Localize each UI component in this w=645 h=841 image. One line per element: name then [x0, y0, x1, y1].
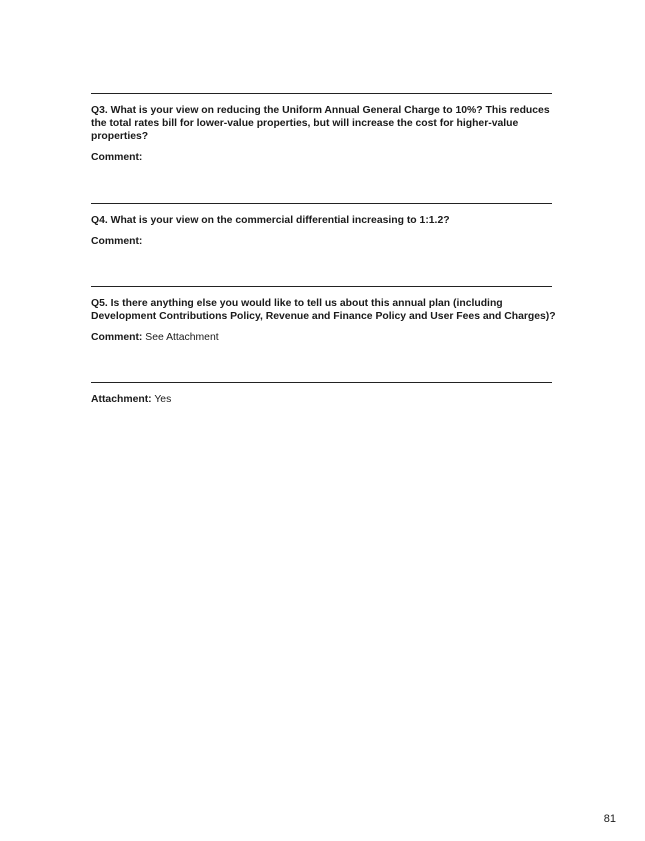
page-number: 81 [603, 813, 616, 825]
comment-q3 [91, 151, 142, 164]
comment-q4 [91, 235, 142, 248]
comment-label: Comment: [91, 152, 143, 163]
section-divider [91, 93, 552, 94]
comment-q5 [91, 331, 219, 344]
attachment-line [91, 393, 171, 406]
attachment-label: Attachment: [91, 394, 152, 405]
question-q4: Q4. What is your view on the commercial differential increasing to 1:1.2? [91, 215, 450, 226]
section-divider [91, 286, 552, 287]
question-q5: Q5. Is there anything else you would like to tell us about this annual plan (including Development Contributions Policy, Revenue and Finance Policy and User Fees and Charges)? [91, 298, 556, 322]
section-divider [91, 203, 552, 204]
attachment-value: Yes [154, 394, 172, 405]
comment-value: See Attachment [145, 332, 219, 343]
comment-label: Comment: [91, 236, 143, 247]
section-divider [91, 382, 552, 383]
question-q3: Q3. What is your view on reducing the Uniform Annual General Charge to 10%? This reduces the total rates bill for lower-value properties, but will increase the cost for higher-value properties? [91, 105, 550, 142]
comment-label: Comment: [91, 332, 143, 343]
